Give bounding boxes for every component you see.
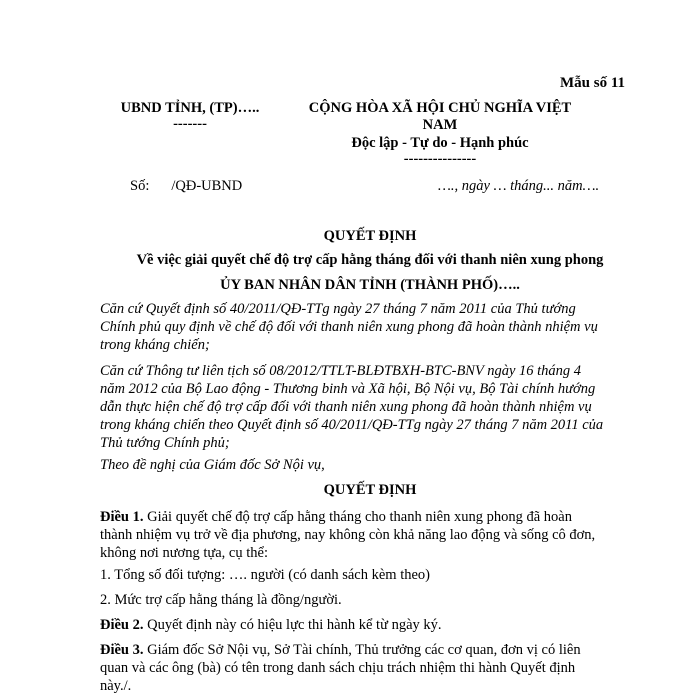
preamble-decision-40: Căn cứ Quyết định số 40/2011/QĐ-TTg ngày 27 tháng 7 năm 2011 của Thủ tướng Chính phủ quy định về chế độ đối với thanh niên xung phong đã hoàn thành nhiệm vụ trong kháng chiến;	[100, 301, 598, 353]
so-label: Số:	[130, 178, 150, 194]
article-3: Điều 3. Giám đốc Sở Nội vụ, Sở Tài chính, Thủ trưởng các cơ quan, đơn vị có liên quan và các ông (bà) có tên trong danh sách chịu trách nhiệm thi hành Quyết định này./.	[100, 642, 581, 694]
left-org-name: UBND TỈNH, (TP)…..	[120, 100, 260, 116]
issuing-authority: ỦY BAN NHÂN DÂN TỈNH (THÀNH PHỐ)…..	[220, 277, 520, 293]
decision-heading: QUYẾT ĐỊNH	[323, 482, 417, 498]
document-title: QUYẾT ĐỊNH	[323, 228, 417, 244]
article-2-label: Điều 2.	[100, 617, 144, 633]
national-title-line1: CỘNG HÒA XÃ HỘI CHỦ NGHĨA VIỆT	[308, 100, 572, 116]
national-title-line2: NAM	[422, 117, 458, 133]
motto-rule: ---------------	[403, 151, 477, 167]
article-2: Điều 2. Quyết định này có hiệu lực thi hành kể từ ngày ký.	[100, 617, 442, 633]
date-line: …., ngày … tháng... năm….	[438, 178, 600, 194]
preamble-proposal: Theo đề nghị của Giám đốc Sở Nội vụ,	[100, 457, 325, 473]
document-subject: Về việc giải quyết chế độ trợ cấp hằng tháng đối với thanh niên xung phong	[136, 252, 604, 268]
left-org-rule: -------	[173, 116, 207, 132]
national-motto: Độc lập - Tự do - Hạnh phúc	[351, 135, 529, 151]
article-1: Điều 1. Giải quyết chế độ trợ cấp hằng tháng cho thanh niên xung phong đã hoàn thành nhiệm vụ trở về địa phương, nay không còn khả năng lao động và sống cô đơn, không nơi nương tựa, cụ thể:	[100, 509, 596, 561]
form-number: Mẫu số 11	[560, 75, 626, 91]
article-3-label: Điều 3.	[100, 642, 144, 658]
list-item-2: 2. Mức trợ cấp hằng tháng là đồng/người.	[100, 592, 342, 608]
list-item-1: 1. Tổng số đối tượng: …. người (có danh sách kèm theo)	[100, 567, 431, 583]
article-1-label: Điều 1.	[100, 509, 144, 525]
preamble-circular-08: Căn cứ Thông tư liên tịch số 08/2012/TTLT-BLĐTBXH-BTC-BNV ngày 16 tháng 4 năm 2012 của Bộ Lao động - Thương binh và Xã hội, Bộ Nội vụ, Bộ Tài chính hướng dẫn thực hiện chế độ trợ cấp đối với thanh niên xung phong đã hoàn thành nhiệm vụ trong kháng chiến theo Quyết định số 40/2011/QĐ-TTg ngày 27 tháng 7 năm 2011 của Thủ tướng Chính phủ;	[100, 363, 604, 451]
so-value: /QĐ-UBND	[171, 178, 243, 194]
document-number	[130, 178, 242, 195]
